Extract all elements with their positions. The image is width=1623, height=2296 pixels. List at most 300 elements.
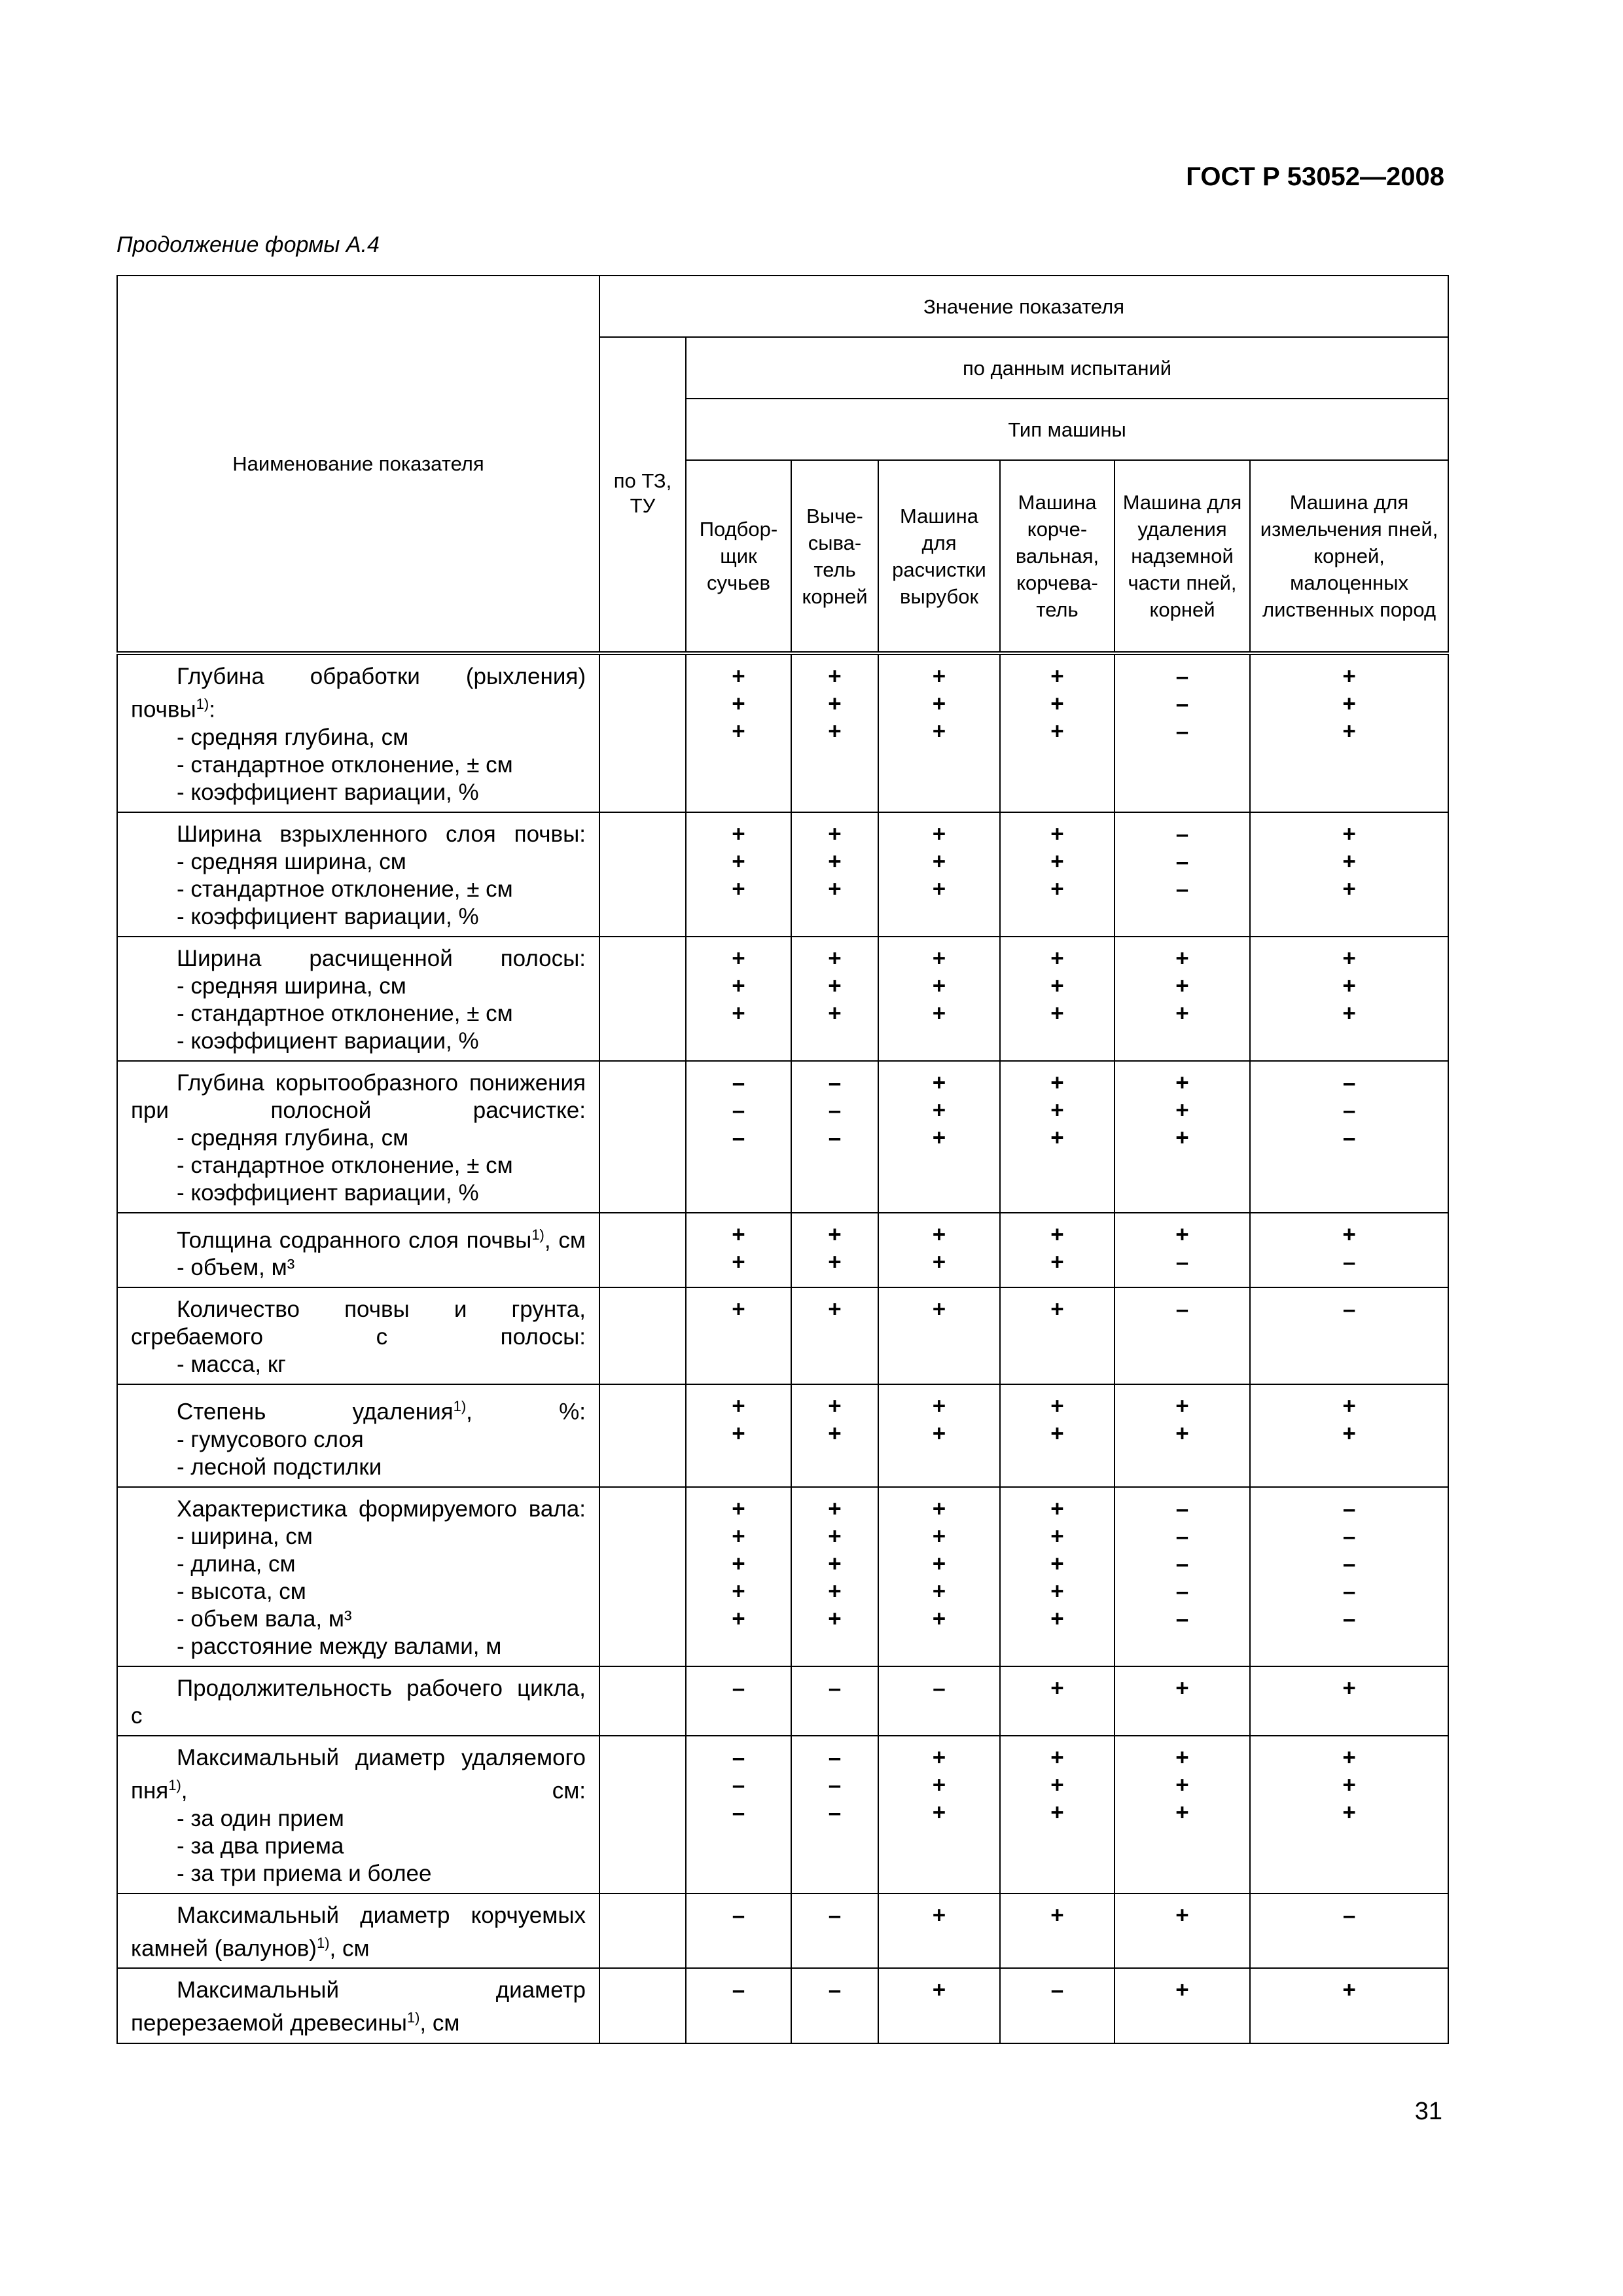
applicability-mark: + xyxy=(1050,1249,1064,1275)
applicability-mark: + xyxy=(932,1421,946,1447)
header-indicator-value: Значение показателя xyxy=(599,276,1448,337)
applicability-mark: – xyxy=(828,1902,842,1928)
applicability-mark: + xyxy=(828,1000,842,1026)
applicability-mark: + xyxy=(932,945,946,971)
indicator-subitem: - за три приема и более xyxy=(177,1860,432,1886)
applicability-mark: + xyxy=(1050,1393,1064,1420)
applicability-mark: + xyxy=(1050,1551,1064,1577)
indicator-name xyxy=(117,1666,599,1736)
indicator-row xyxy=(117,812,1448,937)
machine-4-value-cell xyxy=(1000,1287,1115,1384)
applicability-mark: + xyxy=(1050,973,1064,999)
machine-4-value-cell xyxy=(1000,1213,1115,1288)
applicability-mark: – xyxy=(732,1744,745,1770)
indicator-title-text: Глубина обработки (рыхления) почвы xyxy=(131,664,586,723)
header-machine-6: Машина для измельчения пней, корней, малоценных лиственных пород xyxy=(1250,460,1448,653)
machine-3-value-cell xyxy=(878,1666,1000,1736)
applicability-mark: – xyxy=(1342,1297,1356,1323)
header-machine-1: Подбор-щик сучьев xyxy=(686,460,791,653)
indicator-subitem: - длина, см xyxy=(177,1551,296,1577)
applicability-mark: – xyxy=(1050,1977,1064,2003)
machine-3-value-cell xyxy=(878,937,1000,1061)
indicator-subitem: - высота, см xyxy=(177,1578,306,1604)
spec-tz-cell xyxy=(599,812,686,937)
applicability-mark: + xyxy=(828,1297,842,1323)
machine-6-value-cell xyxy=(1250,937,1448,1061)
applicability-mark: + xyxy=(1050,848,1064,874)
document-code: ГОСТ Р 53052—2008 xyxy=(1186,162,1444,191)
indicator-title-tail: : xyxy=(209,696,215,723)
footnote-mark: 1) xyxy=(406,2009,420,2026)
machine-3-value-cell xyxy=(878,1213,1000,1288)
spec-tz-cell xyxy=(599,1893,686,1969)
indicator-subitem: - стандартное отклонение, ± см xyxy=(177,876,513,902)
machine-2-value-cell xyxy=(791,1287,878,1384)
applicability-mark: + xyxy=(1050,1605,1064,1632)
applicability-mark: – xyxy=(1342,1249,1356,1275)
applicability-mark: + xyxy=(732,876,745,902)
machine-2-value-cell xyxy=(791,812,878,937)
applicability-mark: – xyxy=(828,1977,842,2003)
indicator-title-text: Глубина корытообразного понижения при полосной расчистке: xyxy=(131,1069,586,1123)
applicability-mark: + xyxy=(732,945,745,971)
spec-tz-cell xyxy=(599,653,686,812)
applicability-mark: + xyxy=(1050,1496,1064,1522)
applicability-mark: + xyxy=(1050,1097,1064,1123)
applicability-mark: + xyxy=(932,1000,946,1026)
applicability-mark: – xyxy=(1175,1578,1189,1604)
indicator-title xyxy=(131,1977,586,2037)
applicability-mark: – xyxy=(1175,848,1189,874)
applicability-mark: + xyxy=(1342,691,1356,717)
applicability-mark: – xyxy=(1175,821,1189,847)
applicability-mark: + xyxy=(1050,1297,1064,1323)
indicator-name xyxy=(117,1736,599,1893)
machine-5-value-cell xyxy=(1115,1384,1250,1487)
indicator-row xyxy=(117,1061,1448,1213)
indicator-name xyxy=(117,1213,599,1288)
indicator-title-tail: , см xyxy=(544,1227,586,1253)
applicability-mark: + xyxy=(828,945,842,971)
applicability-mark: + xyxy=(932,821,946,847)
form-continuation-caption: Продолжение формы А.4 xyxy=(116,232,380,257)
applicability-mark: – xyxy=(828,1124,842,1151)
applicability-mark: + xyxy=(828,848,842,874)
indicator-title xyxy=(131,1296,586,1351)
header-test-data: по данным испытаний xyxy=(686,337,1448,399)
machine-6-value-cell xyxy=(1250,653,1448,812)
machine-2-value-cell xyxy=(791,937,878,1061)
indicator-subitem: - ширина, см xyxy=(177,1523,313,1549)
indicator-subitem: - средняя глубина, см xyxy=(177,724,409,750)
machine-1-value-cell xyxy=(686,812,791,937)
machine-5-value-cell xyxy=(1115,653,1250,812)
applicability-mark: + xyxy=(732,719,745,744)
indicator-row xyxy=(117,1666,1448,1736)
applicability-mark: + xyxy=(828,664,842,689)
indicator-title xyxy=(131,1744,586,1805)
indicator-title xyxy=(131,1393,586,1426)
applicability-mark: – xyxy=(732,1675,745,1701)
indicator-subitem: - средняя глубина, см xyxy=(177,1124,409,1151)
applicability-mark: – xyxy=(1342,1069,1356,1096)
applicability-mark: + xyxy=(828,1393,842,1420)
machine-4-value-cell xyxy=(1000,1061,1115,1213)
applicability-mark: + xyxy=(732,1393,745,1420)
indicator-title xyxy=(131,1069,586,1124)
applicability-mark: + xyxy=(932,1772,946,1798)
indicator-row xyxy=(117,1384,1448,1487)
machine-2-value-cell xyxy=(791,1487,878,1666)
indicator-subitem: - расстояние между валами, м xyxy=(177,1633,502,1659)
machine-4-value-cell xyxy=(1000,1666,1115,1736)
machine-2-value-cell xyxy=(791,1968,878,2043)
machine-4-value-cell xyxy=(1000,1968,1115,2043)
applicability-mark: + xyxy=(932,1523,946,1549)
applicability-mark: + xyxy=(1342,1744,1356,1770)
indicator-subitem: - за два приема xyxy=(177,1833,344,1859)
machine-1-value-cell xyxy=(686,1736,791,1893)
applicability-mark: + xyxy=(732,1605,745,1632)
indicator-title xyxy=(131,821,586,848)
applicability-mark: + xyxy=(932,1902,946,1928)
applicability-mark: – xyxy=(828,1069,842,1096)
machine-5-value-cell xyxy=(1115,1893,1250,1969)
applicability-mark: + xyxy=(1342,719,1356,744)
machine-5-value-cell xyxy=(1115,1736,1250,1893)
applicability-mark: – xyxy=(1342,1523,1356,1549)
applicability-mark: + xyxy=(1050,1124,1064,1151)
indicator-subitem: - коэффициент вариации, % xyxy=(177,1179,479,1206)
applicability-mark: + xyxy=(1050,1675,1064,1701)
applicability-mark: + xyxy=(1050,1421,1064,1447)
applicability-mark: + xyxy=(1175,1000,1189,1026)
machine-5-value-cell xyxy=(1115,937,1250,1061)
applicability-mark: – xyxy=(828,1744,842,1770)
indicator-subitem: - коэффициент вариации, % xyxy=(177,903,479,929)
applicability-mark: + xyxy=(732,1578,745,1604)
indicator-title xyxy=(131,1675,586,1730)
applicability-mark: + xyxy=(828,1578,842,1604)
indicator-row xyxy=(117,1487,1448,1666)
machine-4-value-cell xyxy=(1000,1893,1115,1969)
applicability-mark: + xyxy=(732,691,745,717)
machine-3-value-cell xyxy=(878,1487,1000,1666)
applicability-mark: + xyxy=(1342,1799,1356,1825)
spec-tz-cell xyxy=(599,937,686,1061)
applicability-mark: + xyxy=(932,691,946,717)
applicability-mark: – xyxy=(1342,1578,1356,1604)
applicability-mark: + xyxy=(932,973,946,999)
indicator-row xyxy=(117,937,1448,1061)
applicability-mark: + xyxy=(1175,973,1189,999)
applicability-mark: + xyxy=(1342,876,1356,902)
footnote-mark: 1) xyxy=(531,1226,544,1243)
applicability-mark: – xyxy=(1175,1605,1189,1632)
indicator-subitem: - масса, кг xyxy=(177,1352,286,1378)
applicability-mark: + xyxy=(828,1421,842,1447)
machine-4-value-cell xyxy=(1000,1736,1115,1893)
applicability-mark: – xyxy=(1175,719,1189,744)
machine-2-value-cell xyxy=(791,1384,878,1487)
header-machine-5: Машина для удаления надземной части пней, корней xyxy=(1115,460,1250,653)
header-indicator-name: Наименование показателя xyxy=(117,276,599,653)
machine-2-value-cell xyxy=(791,1213,878,1288)
machine-3-value-cell xyxy=(878,1384,1000,1487)
machine-5-value-cell xyxy=(1115,1213,1250,1288)
indicator-title-text: Максимальный диаметр перерезаемой древесины xyxy=(131,1977,586,2036)
applicability-mark: + xyxy=(932,664,946,689)
applicability-mark: + xyxy=(1342,848,1356,874)
applicability-mark: + xyxy=(1050,1221,1064,1247)
applicability-mark: + xyxy=(1342,1421,1356,1447)
applicability-mark: + xyxy=(1050,945,1064,971)
applicability-mark: – xyxy=(732,1772,745,1798)
applicability-mark: + xyxy=(1342,821,1356,847)
applicability-mark: – xyxy=(828,1097,842,1123)
applicability-mark: + xyxy=(1175,1393,1189,1420)
applicability-mark: – xyxy=(1175,664,1189,689)
machine-6-value-cell xyxy=(1250,1384,1448,1487)
machine-3-value-cell xyxy=(878,812,1000,937)
indicator-subitem: - коэффициент вариации, % xyxy=(177,779,479,805)
applicability-mark: + xyxy=(932,1977,946,2003)
applicability-mark: + xyxy=(828,691,842,717)
machine-1-value-cell xyxy=(686,1287,791,1384)
machine-6-value-cell xyxy=(1250,1061,1448,1213)
machine-1-value-cell xyxy=(686,1968,791,2043)
applicability-mark: + xyxy=(1175,945,1189,971)
applicability-mark: + xyxy=(1050,1000,1064,1026)
machine-5-value-cell xyxy=(1115,812,1250,937)
indicator-title xyxy=(131,945,586,973)
machine-4-value-cell xyxy=(1000,937,1115,1061)
applicability-mark: + xyxy=(828,1551,842,1577)
machine-3-value-cell xyxy=(878,1736,1000,1893)
machine-6-value-cell xyxy=(1250,812,1448,937)
header-spec-tz: по ТЗ, ТУ xyxy=(599,337,686,653)
applicability-mark: + xyxy=(1050,1799,1064,1825)
machine-1-value-cell xyxy=(686,1666,791,1736)
applicability-mark: – xyxy=(828,1675,842,1701)
applicability-mark: + xyxy=(1050,1523,1064,1549)
applicability-mark: – xyxy=(1175,1523,1189,1549)
machine-5-value-cell xyxy=(1115,1487,1250,1666)
indicator-title-text: Количество почвы и грунта, сгребаемого с полосы: xyxy=(131,1297,586,1350)
indicator-title-text: Степень удаления xyxy=(177,1399,454,1425)
indicator-subitem: - стандартное отклонение, ± см xyxy=(177,1000,513,1026)
machine-5-value-cell xyxy=(1115,1287,1250,1384)
indicator-subitem: - коэффициент вариации, % xyxy=(177,1028,479,1054)
header-machine-type: Тип машины xyxy=(686,399,1448,460)
applicability-mark: + xyxy=(828,821,842,847)
indicator-row xyxy=(117,1287,1448,1384)
machine-1-value-cell xyxy=(686,1893,791,1969)
machine-1-value-cell xyxy=(686,1384,791,1487)
indicator-title-tail: , см xyxy=(329,1935,370,1962)
applicability-mark: + xyxy=(932,876,946,902)
applicability-mark: + xyxy=(1175,1675,1189,1701)
applicability-mark: + xyxy=(828,973,842,999)
applicability-mark: + xyxy=(932,1551,946,1577)
machine-2-value-cell xyxy=(791,1061,878,1213)
applicability-mark: – xyxy=(1175,1249,1189,1275)
machine-3-value-cell xyxy=(878,1287,1000,1384)
machine-1-value-cell xyxy=(686,1061,791,1213)
spec-tz-cell xyxy=(599,1487,686,1666)
footnote-mark: 1) xyxy=(453,1398,467,1415)
applicability-mark: – xyxy=(732,1069,745,1096)
indicator-subitem: - лесной подстилки xyxy=(177,1454,382,1480)
applicability-mark: + xyxy=(1175,1124,1189,1151)
applicability-mark: + xyxy=(1342,1221,1356,1247)
indicator-title-tail: , см xyxy=(419,2010,460,2036)
applicability-mark: + xyxy=(732,848,745,874)
spec-tz-cell xyxy=(599,1968,686,2043)
indicator-subitem: - стандартное отклонение, ± см xyxy=(177,1152,513,1178)
header-machine-2: Выче-сыва-тель корней xyxy=(791,460,878,653)
page-number: 31 xyxy=(1414,2098,1442,2125)
applicability-mark: + xyxy=(732,1523,745,1549)
applicability-mark: + xyxy=(1342,1000,1356,1026)
indicator-title xyxy=(131,663,586,724)
applicability-mark: + xyxy=(1342,1977,1356,2003)
header-machine-3: Машина для расчистки вырубок xyxy=(878,460,1000,653)
applicability-mark: – xyxy=(1342,1551,1356,1577)
applicability-mark: + xyxy=(932,1578,946,1604)
applicability-mark: + xyxy=(1175,1097,1189,1123)
applicability-mark: + xyxy=(1342,664,1356,689)
indicator-row xyxy=(117,1736,1448,1893)
applicability-mark: + xyxy=(1175,1902,1189,1928)
indicator-title-tail: , см: xyxy=(181,1778,586,1804)
indicator-name xyxy=(117,1487,599,1666)
applicability-mark: + xyxy=(932,719,946,744)
indicator-row xyxy=(117,1968,1448,2043)
applicability-mark: + xyxy=(732,1496,745,1522)
applicability-mark: + xyxy=(1050,876,1064,902)
machine-6-value-cell xyxy=(1250,1213,1448,1288)
applicability-mark: + xyxy=(828,1221,842,1247)
machine-6-value-cell xyxy=(1250,1968,1448,2043)
applicability-mark: + xyxy=(828,1523,842,1549)
indicator-title-text: Ширина расчищенной полосы: xyxy=(177,945,586,971)
spec-tz-cell xyxy=(599,1061,686,1213)
applicability-mark: + xyxy=(828,1605,842,1632)
applicability-mark: + xyxy=(732,1421,745,1447)
applicability-mark: – xyxy=(732,1097,745,1123)
indicator-subitem: - стандартное отклонение, ± см xyxy=(177,751,513,778)
indicator-title-text: Продолжительность рабочего цикла, с xyxy=(131,1675,586,1729)
applicability-mark: + xyxy=(828,1249,842,1275)
machine-3-value-cell xyxy=(878,1968,1000,2043)
indicator-name xyxy=(117,1287,599,1384)
applicability-mark: – xyxy=(1342,1496,1356,1522)
applicability-mark: + xyxy=(1175,1799,1189,1825)
machine-2-value-cell xyxy=(791,1893,878,1969)
spec-tz-cell xyxy=(599,1666,686,1736)
applicability-mark: + xyxy=(1175,1421,1189,1447)
footnote-mark: 1) xyxy=(196,696,209,712)
applicability-mark: – xyxy=(732,1902,745,1928)
applicability-mark: + xyxy=(732,1551,745,1577)
applicability-mark: – xyxy=(1342,1605,1356,1632)
applicability-mark: + xyxy=(732,1297,745,1323)
machine-6-value-cell xyxy=(1250,1287,1448,1384)
applicability-mark: + xyxy=(932,1496,946,1522)
applicability-mark: + xyxy=(932,1799,946,1825)
applicability-mark: + xyxy=(932,1605,946,1632)
applicability-mark: + xyxy=(828,719,842,744)
applicability-mark: + xyxy=(1050,1069,1064,1096)
applicability-mark: + xyxy=(1342,945,1356,971)
machine-4-value-cell xyxy=(1000,1384,1115,1487)
applicability-mark: + xyxy=(932,1124,946,1151)
applicability-mark: – xyxy=(828,1799,842,1825)
machine-1-value-cell xyxy=(686,1487,791,1666)
machine-6-value-cell xyxy=(1250,1736,1448,1893)
applicability-mark: – xyxy=(1342,1097,1356,1123)
machine-3-value-cell xyxy=(878,1061,1000,1213)
indicator-title-text: Максимальный диаметр корчуемых камней (валунов) xyxy=(131,1902,586,1962)
footnote-mark: 1) xyxy=(316,1934,330,1951)
machine-6-value-cell xyxy=(1250,1666,1448,1736)
machine-6-value-cell xyxy=(1250,1893,1448,1969)
machine-1-value-cell xyxy=(686,1213,791,1288)
applicability-mark: + xyxy=(932,1393,946,1420)
indicator-name xyxy=(117,653,599,812)
applicability-mark: + xyxy=(828,876,842,902)
indicator-name xyxy=(117,812,599,937)
indicator-name xyxy=(117,1893,599,1969)
applicability-mark: – xyxy=(933,1675,946,1701)
indicator-name xyxy=(117,937,599,1061)
indicator-row xyxy=(117,1213,1448,1288)
applicability-mark: – xyxy=(1175,1551,1189,1577)
applicability-mark: + xyxy=(732,1221,745,1247)
indicator-title-text: Ширина взрыхленного слоя почвы: xyxy=(177,821,586,847)
applicability-mark: + xyxy=(1050,1578,1064,1604)
applicability-mark: + xyxy=(1050,691,1064,717)
applicability-mark: + xyxy=(1050,664,1064,689)
applicability-mark: + xyxy=(1175,1977,1189,2003)
machine-3-value-cell xyxy=(878,653,1000,812)
indicator-title-text: Максимальный диаметр удаляемого пня xyxy=(131,1744,586,1804)
applicability-mark: + xyxy=(1050,719,1064,744)
applicability-mark: – xyxy=(732,1977,745,2003)
applicability-mark: – xyxy=(1342,1902,1356,1928)
applicability-mark: – xyxy=(732,1124,745,1151)
spec-tz-cell xyxy=(599,1736,686,1893)
indicator-title xyxy=(131,1496,586,1523)
indicator-subitem: - средняя ширина, см xyxy=(177,973,406,999)
indicator-title xyxy=(131,1221,586,1255)
applicability-mark: + xyxy=(732,821,745,847)
header-machine-4: Машина корче-вальная, корчева-тель xyxy=(1000,460,1115,653)
applicability-mark: – xyxy=(1175,1297,1189,1323)
applicability-mark: + xyxy=(932,1069,946,1096)
indicator-subitem: - объем, м³ xyxy=(177,1255,295,1281)
indicator-title xyxy=(131,1902,586,1963)
applicability-mark: + xyxy=(1175,1221,1189,1247)
indicator-subitem: - средняя ширина, см xyxy=(177,848,406,874)
applicability-mark: – xyxy=(828,1772,842,1798)
applicability-mark: + xyxy=(1342,1675,1356,1701)
spec-tz-cell xyxy=(599,1384,686,1487)
machine-2-value-cell xyxy=(791,653,878,812)
applicability-mark: – xyxy=(1175,691,1189,717)
machine-2-value-cell xyxy=(791,1736,878,1893)
